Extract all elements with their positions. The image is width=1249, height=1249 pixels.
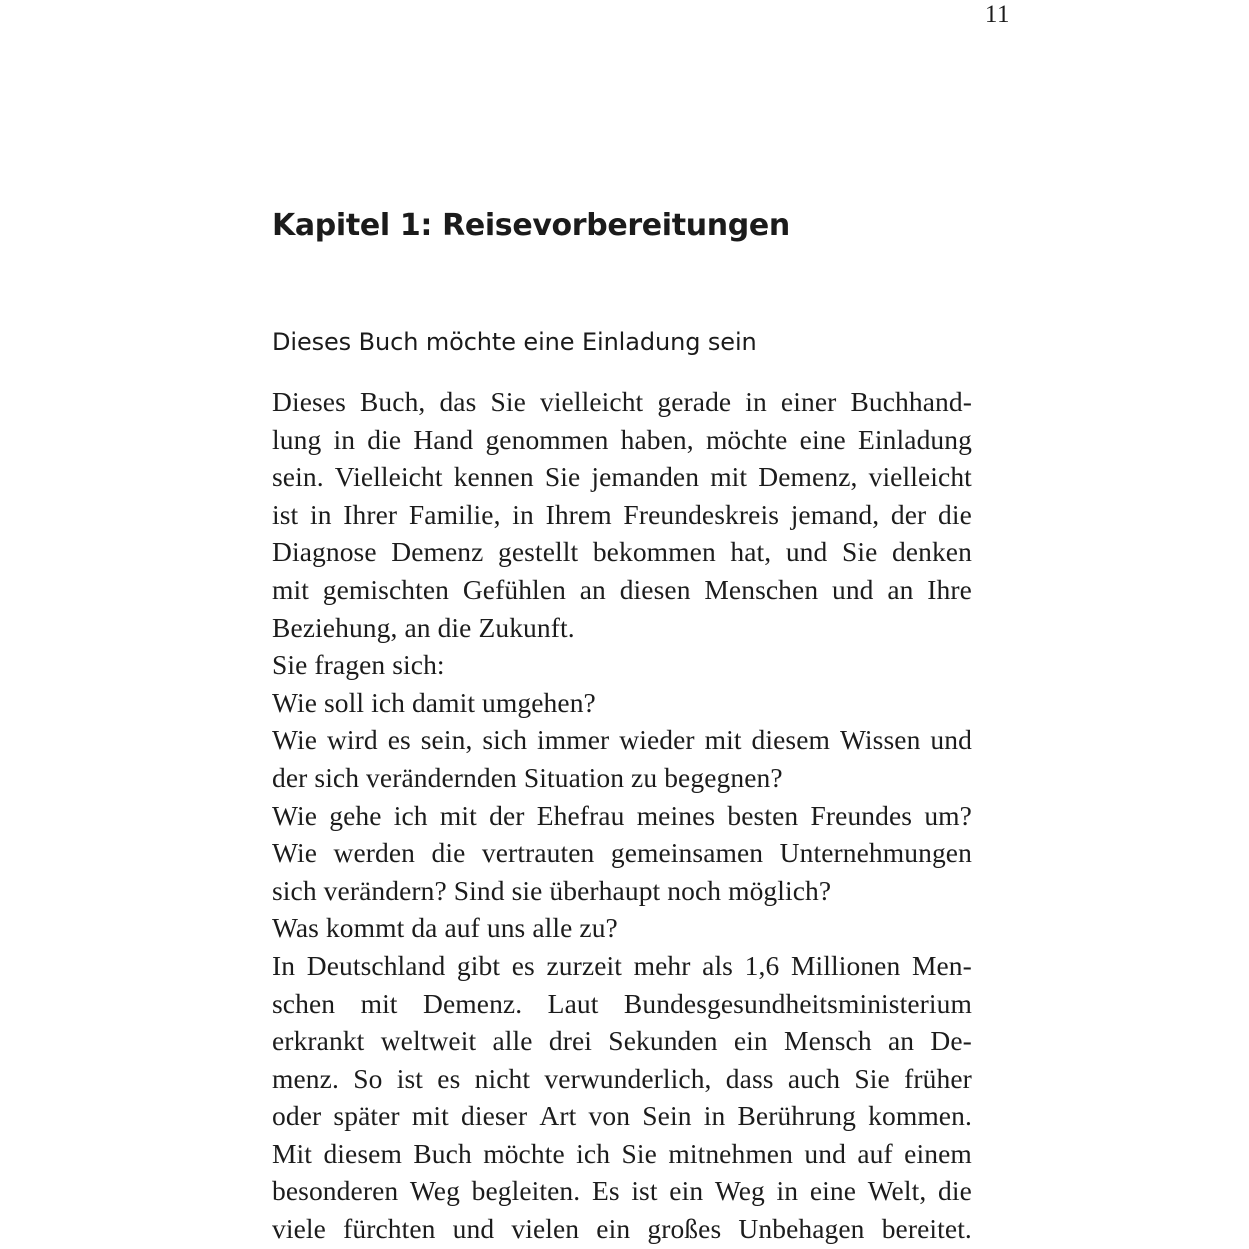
body-word: In xyxy=(272,949,296,981)
body-word: jemand, xyxy=(790,498,880,530)
body-word: ich xyxy=(576,1137,611,1169)
body-word: Berührung xyxy=(737,1100,856,1132)
body-line: der sich verändernden Situation zu begegnen? xyxy=(272,761,783,793)
body-word: Freundes xyxy=(810,799,913,831)
body-word: in xyxy=(703,1100,726,1132)
body-word: Diagnose xyxy=(272,536,377,568)
body-word: in xyxy=(512,498,534,530)
body-word: diesem xyxy=(751,724,831,756)
body-word: und xyxy=(804,1137,846,1169)
body-word: es xyxy=(437,1062,461,1094)
body-word: es xyxy=(387,724,411,756)
body-word: einem xyxy=(904,1137,972,1169)
body-word: ich xyxy=(393,799,428,831)
body-line xyxy=(272,1172,972,1210)
body-word: Menschen xyxy=(704,573,819,605)
body-word: drei xyxy=(548,1025,593,1057)
body-word: meines xyxy=(636,799,716,831)
body-word: besonderen xyxy=(272,1175,399,1207)
body-word: Sein xyxy=(642,1100,692,1132)
body-line xyxy=(272,533,972,571)
body-word: vertrauten xyxy=(481,837,595,869)
body-word: ein xyxy=(669,1175,704,1207)
body-line xyxy=(272,721,972,759)
body-word: Freundeskreis xyxy=(623,498,779,530)
body-line xyxy=(272,496,972,534)
body-word: Demenz xyxy=(391,536,484,568)
body-word: möchte xyxy=(705,423,788,455)
body-word: haben, xyxy=(620,423,694,455)
body-word: ein xyxy=(596,1213,631,1245)
body-word: auch xyxy=(787,1062,841,1094)
body-word: menz. xyxy=(272,1062,339,1094)
body-word: dieser xyxy=(460,1100,528,1132)
body-word: Ihre xyxy=(927,573,972,605)
body-word: Buch, xyxy=(359,386,426,417)
body-word: ist xyxy=(396,1062,424,1094)
body-word: schen xyxy=(272,987,336,1019)
body-word: Wie xyxy=(272,799,318,831)
body-word: und xyxy=(930,724,972,756)
body-word: einer xyxy=(780,386,837,417)
body-word: Mit xyxy=(272,1137,313,1169)
body-word: oder xyxy=(272,1100,322,1132)
body-word: Wie xyxy=(272,724,318,756)
body-line: Wie soll ich damit umgehen? xyxy=(272,686,596,718)
body-word: um? xyxy=(924,799,972,831)
body-word: von xyxy=(588,1100,631,1132)
body-word: Es xyxy=(591,1175,620,1207)
body-word: Sie xyxy=(490,386,526,417)
body-word: die xyxy=(937,1175,972,1207)
body-word: lung xyxy=(272,423,322,455)
body-word: sein. xyxy=(272,461,324,493)
body-word: kommen. xyxy=(868,1100,972,1132)
body-word: die xyxy=(367,423,402,455)
body-word: Sekunden xyxy=(608,1025,718,1057)
body-word: ist xyxy=(631,1175,658,1207)
body-word: Ihrem xyxy=(545,498,612,530)
body-word: fürchten xyxy=(343,1213,436,1245)
body-word: der xyxy=(890,498,927,530)
body-word: erkrankt xyxy=(272,1025,365,1057)
body-word: die xyxy=(431,837,466,869)
body-word: gestellt xyxy=(498,536,579,568)
body-line: Beziehung, an die Zukunft. xyxy=(272,611,575,643)
body-word: verwunderlich, xyxy=(544,1062,712,1094)
body-word: Deutschland xyxy=(306,949,446,981)
body-line xyxy=(272,1022,972,1060)
body-word: an xyxy=(579,573,606,605)
body-word: eine xyxy=(799,423,846,455)
body-word: Buch xyxy=(413,1137,472,1169)
body-word: Gefühlen xyxy=(462,573,566,605)
body-word: Dieses xyxy=(272,386,346,417)
body-word: diesem xyxy=(323,1137,402,1169)
body-word: Wie xyxy=(272,837,318,869)
body-word: werden xyxy=(333,837,416,869)
body-line: sich verändern? Sind sie überhaupt noch möglich? xyxy=(272,874,832,906)
body-line: Sie fragen sich: xyxy=(272,649,445,681)
body-word: hat, xyxy=(730,536,772,568)
body-word: später xyxy=(333,1100,400,1132)
body-line xyxy=(272,797,972,835)
body-word: Sie xyxy=(544,461,581,493)
body-word: mit xyxy=(710,461,748,493)
page-number: 11 xyxy=(984,1,1010,28)
body-word: zurzeit xyxy=(546,949,622,981)
body-line xyxy=(272,458,972,496)
body-word: ein xyxy=(733,1025,768,1057)
body-word: mehr xyxy=(633,949,691,981)
body-word: Ehefrau xyxy=(536,799,625,831)
body-word: die xyxy=(938,498,972,530)
body-word: mit xyxy=(272,573,309,605)
body-word: Bundesgesundheitsministerium xyxy=(623,987,972,1019)
body-word: 1,6 xyxy=(744,949,780,981)
body-word: vielleicht xyxy=(868,461,972,493)
body-word: Sie xyxy=(854,1062,890,1094)
body-word: De- xyxy=(930,1025,972,1057)
body-text xyxy=(272,383,972,1248)
body-word: und xyxy=(452,1213,495,1245)
body-word: an xyxy=(887,573,914,605)
body-line xyxy=(272,383,972,421)
body-word: gehe xyxy=(329,799,382,831)
body-word: gibt xyxy=(456,949,501,981)
body-word: viele xyxy=(272,1213,326,1245)
body-word: gemischten xyxy=(322,573,450,605)
body-word: Unbehagen xyxy=(738,1213,865,1245)
body-word: mit xyxy=(360,987,398,1019)
body-word: vielleicht xyxy=(539,386,644,417)
body-line xyxy=(272,571,972,609)
body-line xyxy=(272,421,972,459)
body-word: in xyxy=(745,386,767,417)
body-word: Men- xyxy=(911,949,972,981)
body-word: als xyxy=(702,949,733,981)
body-word: gerade xyxy=(657,386,732,417)
body-word: Welt, xyxy=(867,1175,927,1207)
body-word: Weg xyxy=(409,1175,460,1207)
body-line xyxy=(272,985,972,1023)
body-word: Hand xyxy=(413,423,474,455)
body-word: mitnehmen xyxy=(668,1137,793,1169)
body-word: Sie xyxy=(621,1137,657,1169)
body-word: diesen xyxy=(619,573,691,605)
body-word: immer xyxy=(537,724,610,756)
section-heading: Dieses Buch möchte eine Einladung sein xyxy=(272,327,757,356)
body-word: Laut xyxy=(547,987,599,1019)
body-word: sich xyxy=(482,724,528,756)
body-line xyxy=(272,1135,972,1173)
body-word: jemanden xyxy=(591,461,700,493)
body-line xyxy=(272,1060,972,1098)
body-word: besten xyxy=(727,799,799,831)
body-word: Mensch xyxy=(784,1025,872,1057)
body-word: Familie, xyxy=(408,498,501,530)
body-word: Einladung xyxy=(858,423,972,455)
body-word: in xyxy=(776,1175,799,1207)
body-word: kennen xyxy=(453,461,534,493)
body-line xyxy=(272,834,972,872)
body-word: Unternehmungen xyxy=(779,837,972,869)
body-word: bekommen xyxy=(592,536,716,568)
body-word: Buchhand- xyxy=(850,386,972,417)
body-line xyxy=(272,1097,972,1135)
body-word: mit xyxy=(704,724,742,756)
body-word: Vielleicht xyxy=(334,461,443,493)
body-word: eine xyxy=(809,1175,857,1207)
body-word: vielen xyxy=(511,1213,580,1245)
body-word: Demenz. xyxy=(423,987,523,1019)
body-word: sein, xyxy=(420,724,473,756)
body-word: Millionen xyxy=(790,949,901,981)
body-word: nicht xyxy=(474,1062,531,1094)
body-word: ist xyxy=(272,498,299,530)
body-word: der xyxy=(489,799,525,831)
body-word: es xyxy=(511,949,535,981)
body-word: Weg xyxy=(714,1175,765,1207)
body-word: in xyxy=(333,423,356,455)
body-word: in xyxy=(309,498,332,530)
body-word: gemeinsamen xyxy=(610,837,764,869)
body-word: wird xyxy=(326,724,378,756)
body-word: denken xyxy=(891,536,972,568)
body-line xyxy=(272,947,972,985)
body-word: Wissen xyxy=(839,724,921,756)
body-word: mit xyxy=(439,799,477,831)
body-word: früher xyxy=(904,1062,972,1094)
body-word: und xyxy=(831,573,874,605)
body-line: Was kommt da auf uns alle zu? xyxy=(272,912,618,944)
chapter-heading: Kapitel 1: Reisevorbereitungen xyxy=(272,208,790,244)
body-word: Ihrer xyxy=(343,498,398,530)
body-word: begleiten. xyxy=(471,1175,581,1207)
body-word: bereitet. xyxy=(881,1213,972,1245)
body-word: und xyxy=(785,536,828,568)
body-word: auf xyxy=(857,1137,893,1169)
body-word: Art xyxy=(539,1100,577,1132)
body-word: an xyxy=(887,1025,915,1057)
body-word: genommen xyxy=(485,423,609,455)
body-word: großes xyxy=(647,1213,722,1245)
body-word: mit xyxy=(411,1100,449,1132)
body-word: Demenz, xyxy=(758,461,858,493)
body-word: weltweit xyxy=(380,1025,477,1057)
body-word: dass xyxy=(725,1062,774,1094)
body-word: das xyxy=(439,386,477,417)
body-word: Sie xyxy=(841,536,878,568)
body-word: alle xyxy=(492,1025,533,1057)
body-word: möchte xyxy=(483,1137,565,1169)
body-word: So xyxy=(353,1062,383,1094)
body-line xyxy=(272,1210,972,1248)
body-word: wieder xyxy=(619,724,695,756)
